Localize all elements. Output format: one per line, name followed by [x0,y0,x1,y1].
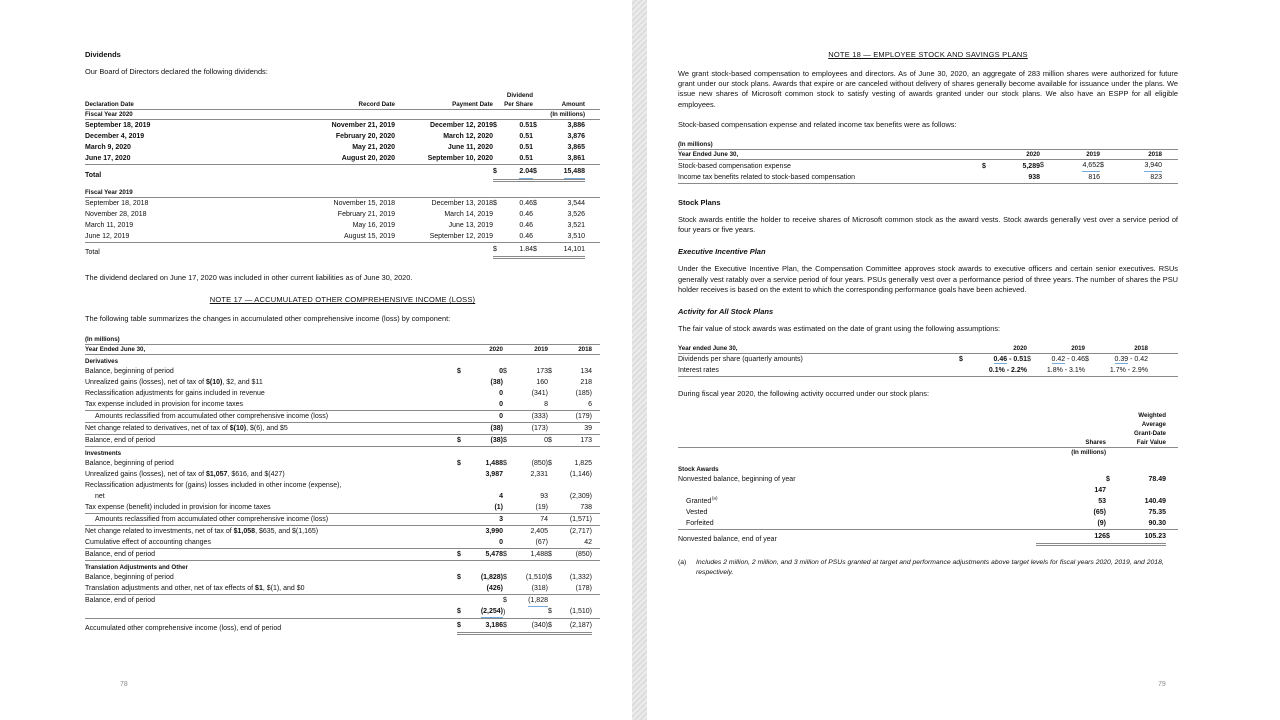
table-row [85,435,600,447]
table-row [678,365,1178,377]
table-row [85,526,600,537]
year-2018: 2018 [1134,345,1148,353]
value-2019: 93 [540,492,548,500]
total-row [85,165,600,182]
payment-date: December 13, 2018 [431,200,493,208]
year-2020: 2020 [489,345,503,353]
value-2019: (341) [531,389,548,397]
row-label: Amounts reclassified from accumulated other comprehensive income (loss) [95,412,329,420]
year-header: Year ended June 30, [678,345,738,353]
row-label: Balance, end of period [85,436,156,444]
table-row [678,354,1178,365]
dividend-per-share: $ 0.51 [493,122,533,130]
linked-value[interactable]: $ 3,940 [1100,160,1162,172]
row-label: Income tax benefits related to stock-based compensation [678,174,856,182]
record-date: May 16, 2019 [352,222,395,230]
year-2020: 2020 [1013,345,1027,353]
right-page-content [678,50,1178,578]
table-row [85,198,600,209]
in-millions-note: (In millions) [678,141,713,149]
total-amount: $ 14,101 [533,243,585,259]
table-row [85,231,600,243]
row-label: Net change related to derivatives, net of tax of $(10), $(6), and $5 [85,424,288,432]
assumptions-table [678,344,1178,377]
row-label: Vested [686,509,708,517]
table-row [85,458,600,469]
table-row [85,153,600,165]
year-header-row [678,150,1178,160]
fiscal-year-label: Fiscal Year 2019 [85,189,133,197]
row-label: Amounts reclassified from accumulated other comprehensive income (loss) [95,515,329,523]
year-2019: 2019 [1086,151,1100,159]
table-row [85,572,600,583]
declaration-date: June 12, 2019 [85,233,130,241]
value-2020: 0 [499,389,503,397]
payment-date: September 10, 2020 [427,155,493,163]
left-page-content [85,50,600,635]
table-row [85,399,600,411]
value-2018: $ 173 [548,436,592,444]
fiscal-year-label: Fiscal Year 2020 [85,111,133,119]
value-2019: 8 [544,400,548,408]
row-label: Balance, beginning of period [85,459,174,467]
value-2019: 816 [1088,174,1100,182]
table-row [85,209,600,220]
year-2018: 2018 [578,345,592,353]
note18-paragraph-2: Stock-based compensation expense and related income tax benefits were as follows: [678,119,957,129]
value-2018: (185) [575,389,592,397]
record-date: February 21, 2019 [337,211,395,219]
value-2018: $ (2,187) [548,619,592,635]
payment-date: December 12, 2019 [429,122,493,130]
year-2018: 2018 [1148,151,1162,159]
value-2019: 1.8% - 3.1% [1046,367,1085,375]
row-label: Stock-based compensation expense [678,163,791,171]
fair-value: 90.30 [1148,520,1166,528]
declaration-date: November 28, 2018 [85,211,147,219]
table-header-row [678,411,1178,448]
value-2020: 938 [1028,174,1040,182]
linked-value[interactable]: $ 4,652 [1040,160,1100,172]
fiscal-year-2019-row [85,188,600,198]
shares-value: 147 [1094,487,1106,495]
page-number-right: 79 [1158,681,1166,688]
value-2019: (318) [531,584,548,592]
value-2019: (67) [535,538,548,546]
table-row [85,502,600,514]
fiscal-year-2020-row [85,110,600,120]
in-millions-row [678,140,1178,150]
row-label: Dividends per share (quarterly amounts) [678,356,803,364]
amount: $ 3,886 [533,122,585,130]
table-row [85,131,600,142]
dividend-per-share: 0.46 [519,233,533,241]
value-2019: $ 1,488 [503,550,548,558]
dividend-note: The dividend declared on June 17, 2020 was included in other current liabilities as of June 30, 2020. [85,273,413,283]
value-2019: $ 173 [503,367,548,375]
value-2018: 738 [580,503,592,511]
table-row [85,120,600,131]
linked-value[interactable]: $ 15,488 [533,165,585,182]
fair-value: 140.49 [1144,498,1166,506]
amount: 3,876 [567,133,585,141]
record-date: August 15, 2019 [344,233,395,241]
value-2020: (38) [490,378,503,386]
row-label: Interest rates [678,367,719,375]
table-row [85,514,600,526]
linked-value[interactable]: $ 0.42 - 0.46 [1027,356,1085,364]
value-2020: 3,990 [485,527,503,535]
table-row-wrapped [85,595,600,619]
col-dividend-per-share: Dividend Per Share [504,92,533,109]
value-2020: (1) [494,503,503,511]
fair-value: $ 78.49 [1106,476,1166,484]
table-row [678,518,1178,530]
payment-date: June 13, 2019 [448,222,493,230]
declaration-date: June 17, 2020 [85,155,131,163]
value-2020: 3 [499,515,503,523]
record-date: August 20, 2020 [341,155,395,163]
footnote-marker: (a) [678,559,687,567]
declaration-date: March 9, 2020 [85,144,131,152]
value-2019: (173) [531,424,548,432]
row-label: Tax expense (benefit) included in provision for income taxes [85,503,271,511]
value-2018: 1.7% - 2.9% [1109,367,1148,375]
amount: $ 3,544 [533,200,585,208]
dividends-intro: Our Board of Directors declared the following dividends: [85,67,268,76]
section-label: Translation Adjustments and Other [85,563,188,571]
value-2018: (2,309) [569,492,592,500]
table-row [678,496,1178,507]
page-number-left: 78 [120,681,128,688]
section-row [85,355,600,366]
value-2020: $ 5,478 [457,550,503,558]
amount: 3,521 [567,222,585,230]
table-row [85,480,600,502]
table-row [678,172,1178,184]
amount: 3,861 [567,155,585,163]
value-2020: $ 3,186 [457,619,503,635]
dividend-per-share: 0.46 [519,211,533,219]
year-header-row [85,345,600,355]
section-row [85,447,600,458]
total-label: Total [85,249,100,257]
section-label: Derivatives [85,357,119,365]
year-header-row [678,344,1178,354]
page-gutter-divider [632,0,647,720]
value-2020: $ 1,488 [457,459,503,467]
value-2020: $ (38) [457,436,503,444]
col-payment-date: Payment Date [452,101,493,109]
in-millions-row [678,448,1178,457]
dividends-heading: Dividends [85,50,121,59]
payment-date: June 11, 2020 [447,144,493,152]
year-2019: 2019 [1071,345,1085,353]
dividends-table [85,91,600,259]
table-row [85,549,600,561]
year-header: Year Ended June 30, [678,151,739,159]
payment-date: March 14, 2019 [444,211,493,219]
row-label: Balance, beginning of period [85,367,174,375]
table-row [85,583,600,595]
dividend-per-share: 0.51 [519,155,533,163]
col-fair-value: Weighted Average Grant-Date Fair Value [1134,412,1166,447]
executive-incentive-plan-body: Under the Executive Incentive Plan, the Compensation Committee approves stock awards to executive officers and certain senior executives. RSUs generally vest ratably over a service period of four years. PSUs generally vest over a performance period of three years. The number of shares the PSU holder receives is based on the extent to which the corresponding performance goals have been achieved. [678,264,1178,294]
amount: 3,526 [567,211,585,219]
document-page-right [647,0,1280,720]
table-row [85,537,600,549]
grand-total-row [85,619,600,635]
table-row [85,388,600,399]
amount: 3,865 [567,144,585,152]
shares-value: 126 [1036,530,1106,546]
stock-awards-table [678,411,1178,546]
value-2019: 2,331 [530,470,548,478]
value-2018: $ 1,825 [548,459,592,467]
row-label: Balance, beginning of period [85,573,174,581]
dividend-per-share: 0.51 [519,133,533,141]
table-row [85,469,600,480]
amount: 3,510 [567,233,585,241]
linked-value[interactable]: $ 0.46 - 0.51 [959,356,1027,364]
declaration-date: March 11, 2019 [85,222,134,230]
footnote-marker: (a) [711,496,718,502]
col-record-date: Record Date [358,101,395,109]
value-2019: $ (850) [503,459,548,467]
note17-heading: NOTE 17 — ACCUMULATED OTHER COMPREHENSIVE INCOME (LOSS) [209,295,476,305]
footnote-text: Includes 2 million, 2 million, and 3 million of PSUs granted at target and performance adjustments above target levels for fiscal years 2020, 2019, and 2018, respectively. [696,559,1164,577]
value-2018: 42 [584,538,592,546]
value-2018: (2,717) [569,527,592,535]
shares-value: 53 [1098,498,1106,506]
declaration-date: December 4, 2019 [85,133,145,141]
table-row-wrapped [678,474,1178,496]
during-paragraph: During fiscal year 2020, the following activity occurred under our stock plans: [678,389,929,399]
row-label: Nonvested balance, beginning of year [678,476,796,484]
col-amount: Amount [561,101,585,109]
total-row [85,243,600,259]
table-row [85,220,600,231]
linked-value[interactable]: $ 0.39 - 0.42 [1085,356,1148,364]
fair-value: $ 105.23 [1106,530,1166,546]
value-2019: 2,405 [530,527,548,535]
row-label: Reclassification adjustments for gains included in revenue [85,389,265,397]
row-label: Translation adjustments and other, net of tax effects of $1, $(1), and $0 [85,584,305,592]
value-2018: (1,146) [569,470,592,478]
section-row [678,463,1178,474]
value-2020: $ (2,254) [457,595,503,618]
total-label: Total [85,172,102,180]
row-label: Unrealized gains (losses), net of tax of $(10), $2, and $11 [85,378,263,386]
row-label: Reclassification adjustments for (gains) losses included in other income (expense), net [85,481,342,500]
value-2019: $ (1,828 ) [503,596,548,616]
table-row [85,142,600,153]
value-2018: (179) [575,412,592,420]
row-label: Balance, end of period [85,550,156,558]
value-2019: 74 [540,515,548,523]
table-row [85,411,600,423]
activity-intro: The fair value of stock awards was estimated on the date of grant using the following assumptions: [678,324,1001,334]
table-row [85,366,600,377]
row-label: Net change related to investments, net of tax of $1,058, $635, and $(1,165) [85,527,319,535]
value-2020: $ 0 [457,367,503,375]
col-declaration-date: Declaration Date [85,101,134,109]
value-2019: $ (1,510) [503,573,548,581]
section-label: Investments [85,449,122,457]
fair-value: 75.35 [1148,509,1166,517]
shares-value: (9) [1097,520,1106,528]
value-2018: $ (1,332) [548,573,592,581]
dividend-per-share: 0.46 [519,222,533,230]
value-2018: $ (1,510) [548,607,592,615]
section-row [85,561,600,572]
value-2019: (333) [531,412,548,420]
row-label: Nonvested balance, end of year [678,536,777,544]
table-row [678,160,1178,172]
value-2018: 823 [1150,174,1162,182]
record-date: February 20, 2020 [335,133,395,141]
table-row [678,507,1178,518]
shares-value: (65) [1093,509,1106,517]
declaration-date: September 18, 2019 [85,122,151,130]
section-label: Stock Awards [678,466,719,474]
aoci-table [85,335,600,635]
compensation-table [678,140,1178,184]
value-2018: 6 [588,400,592,408]
value-2020: $ 5,289 [982,163,1040,171]
record-date: November 15, 2018 [333,200,395,208]
row-label: Accumulated other comprehensive income (loss), end of period [85,624,282,632]
stock-plans-heading: Stock Plans [678,198,721,208]
value-2020: $ (1,828) [457,573,503,581]
value-2020: 0 [499,538,503,546]
value-2020: (38) [490,424,503,432]
total-dividend-per-share: $ 1.84 [493,243,533,259]
record-date: November 21, 2019 [331,122,395,130]
value-2018: 39 [584,424,592,432]
note18-paragraph-1: We grant stock-based compensation to employees and directors. As of June 30, 2020, an aggregate of 283 million shares were authorized for future grant under our stock plans. Awards that expire or are canceled without delivery of shares generally become available for issuance under the plans. We issue new shares of Microsoft common stock to satisfy vesting of awards granted under our stock plans. We also have an ESPP for all eligible employees. [678,69,1178,109]
in-millions-note: (In millions) [85,335,120,343]
declaration-date: September 18, 2018 [85,200,149,208]
value-2020: 0 [499,412,503,420]
activity-heading: Activity for All Stock Plans [678,307,774,317]
linked-value[interactable]: $ 2.04 [493,165,533,182]
row-label: Balance, end of period [85,596,156,604]
dividend-per-share: 0.51 [519,144,533,152]
stock-plans-body: Stock awards entitle the holder to receive shares of Microsoft common stock as the award vests. Stock awards generally vest over a service period of four years or five years. [678,215,1178,235]
value-2020: (426) [486,584,503,592]
footnote [678,558,1178,577]
table-header-row [85,91,600,110]
value-2018: $ 134 [548,367,592,375]
year-2019: 2019 [534,345,548,353]
total-row [678,530,1178,546]
value-2018: (178) [575,584,592,592]
payment-date: March 12, 2020 [443,133,493,141]
record-date: May 21, 2020 [352,144,395,152]
payment-date: September 12, 2019 [429,233,493,241]
row-label: Unrealized gains (losses), net of tax of $1,057, $616, and $(427) [85,470,285,478]
col-shares: Shares [1085,439,1106,447]
year-2020: 2020 [1026,151,1040,159]
value-2020: 4 [499,492,503,500]
in-millions-note: (In millions) [1071,449,1106,457]
table-row [85,377,600,388]
document-page-left [0,0,632,720]
value-2019: 160 [536,378,548,386]
row-label: Forfeited [686,520,714,528]
value-2018: 218 [580,378,592,386]
value-2018: (1,571) [569,515,592,523]
note18-heading: NOTE 18 — EMPLOYEE STOCK AND SAVINGS PLANS [828,50,1028,59]
value-2019: $ 0 [503,436,548,444]
year-header: Year Ended June 30, [85,345,146,353]
in-millions-note: (In millions) [550,111,585,119]
dividend-per-share: $ 0.46 [493,200,533,208]
row-label: Tax expense included in provision for income taxes [85,400,243,408]
value-2020: 0.1% - 2.2% [988,367,1027,375]
value-2018: $ (850) [548,550,592,558]
executive-incentive-plan-heading: Executive Incentive Plan [678,247,766,257]
value-2019: $ (340) [503,619,548,635]
row-label: Granted $^{(a)}$ [686,496,718,506]
value-2019: (19) [535,503,548,511]
value-2020: 0 [499,400,503,408]
value-2020: 3,987 [485,470,503,478]
row-label: Cumulative effect of accounting changes [85,538,211,546]
in-millions-row [85,335,600,345]
table-row [85,423,600,435]
note17-intro: The following table summarizes the changes in accumulated other comprehensive income (loss) by component: [85,314,451,324]
